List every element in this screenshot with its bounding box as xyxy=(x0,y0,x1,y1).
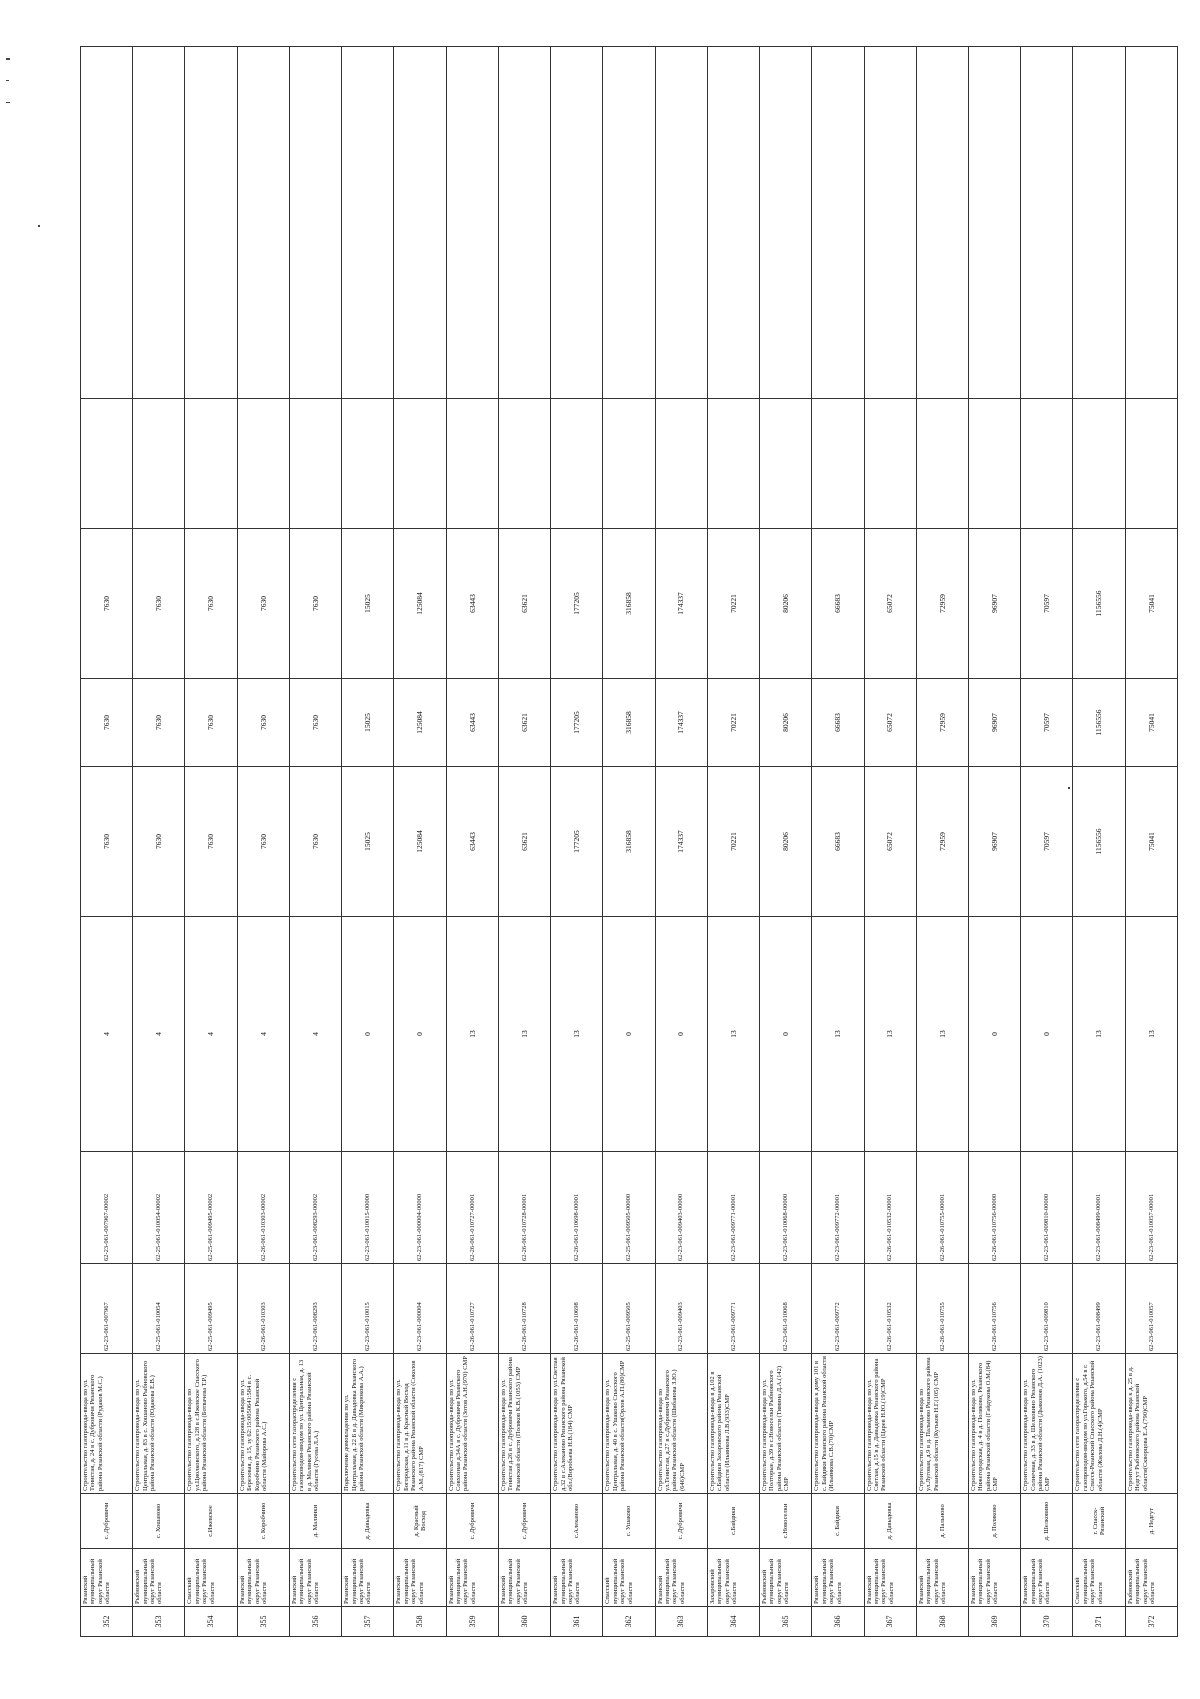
value-cell: 174337 xyxy=(655,679,707,767)
value-cell xyxy=(968,399,1020,529)
object-code-cell: 62-23-061-008293-00002 xyxy=(289,1152,341,1264)
value-cell: 177205 xyxy=(551,529,603,679)
category-cell: 13 xyxy=(707,917,759,1152)
data-table xyxy=(80,46,1178,1637)
cadastral-cell: 62-23-061-009772 xyxy=(812,1264,864,1354)
object-cell: Строительство сети газораспределения с газопроводом-вводом по ул. Центральная, д. 13 в д. Малинки Рязанского района Рязанской области (Гусева Л.А.) xyxy=(289,1354,341,1494)
value-cell: 63621 xyxy=(498,679,550,767)
object-code-cell: 62-23-061-010057-00001 xyxy=(1125,1152,1177,1264)
row-number: 368 xyxy=(916,1607,968,1637)
value-cell xyxy=(916,47,968,399)
object-code-cell: 62-23-061-008499-00001 xyxy=(1073,1152,1125,1264)
settlement-cell: д. Давыдовка xyxy=(864,1494,916,1549)
row-number: 365 xyxy=(760,1607,812,1637)
category-cell: 13 xyxy=(551,917,603,1152)
district-cell: Рязанский муниципальный округ Рязанской области xyxy=(446,1549,498,1607)
value-cell: 70221 xyxy=(707,679,759,767)
cadastral-cell: 62-23-061-009403 xyxy=(655,1264,707,1354)
row-number: 372 xyxy=(1125,1607,1177,1637)
category-cell: 4 xyxy=(81,917,133,1152)
table-row xyxy=(237,47,289,1637)
table-body xyxy=(81,47,1178,1637)
value-cell: 80206 xyxy=(760,767,812,917)
value-cell xyxy=(185,47,237,399)
row-number: 354 xyxy=(185,1607,237,1637)
object-code-cell: 62-26-061-010698-00001 xyxy=(551,1152,603,1264)
category-cell: 4 xyxy=(289,917,341,1152)
settlement-cell: с. Дубровичи xyxy=(655,1494,707,1549)
category-cell: 13 xyxy=(864,917,916,1152)
value-cell xyxy=(446,399,498,529)
district-cell: Рязанский муниципальный округ Рязанской области xyxy=(812,1549,864,1607)
rotated-table-wrapper xyxy=(80,47,1178,1637)
value-cell: 7630 xyxy=(81,767,133,917)
cadastral-cell: 62-25-061-010054 xyxy=(133,1264,185,1354)
value-cell: 125084 xyxy=(394,529,446,679)
row-number: 366 xyxy=(812,1607,864,1637)
scan-mark xyxy=(6,58,10,60)
table-row xyxy=(185,47,237,1637)
value-cell: 75041 xyxy=(1125,679,1177,767)
cadastral-cell: 62-26-061-010755 xyxy=(916,1264,968,1354)
district-cell: Рязанский муниципальный округ Рязанской области xyxy=(289,1549,341,1607)
value-cell xyxy=(1073,399,1125,529)
value-cell: 80206 xyxy=(760,679,812,767)
settlement-cell: с. Байдики xyxy=(812,1494,864,1549)
value-cell: 63443 xyxy=(446,679,498,767)
settlement-cell: с. Дубровичи xyxy=(446,1494,498,1549)
cadastral-cell: 62-26-061-010756 xyxy=(968,1264,1020,1354)
object-code-cell: 62-26-061-010755-00001 xyxy=(916,1152,968,1264)
object-code-cell: 62-26-061-010532-00001 xyxy=(864,1152,916,1264)
value-cell: 72959 xyxy=(916,529,968,679)
table-row xyxy=(916,47,968,1637)
district-cell: Рыбновский муниципальный округ Рязанской области xyxy=(133,1549,185,1607)
value-cell: 63443 xyxy=(446,767,498,917)
value-cell xyxy=(394,47,446,399)
value-cell xyxy=(1073,47,1125,399)
value-cell xyxy=(342,47,394,399)
settlement-cell: д. Недгут xyxy=(1125,1494,1177,1549)
category-cell: 13 xyxy=(916,917,968,1152)
object-cell: Строительство газопровода-ввода по ул.Светлая д.32 в с.Алеканово Рязанского района Рязанской обл.(Воробьева Н.В.(184) СМР xyxy=(551,1354,603,1494)
object-code-cell: 62-25-061-009495-00002 xyxy=(185,1152,237,1264)
object-code-cell: 62-26-061-010728-00001 xyxy=(498,1152,550,1264)
table-row xyxy=(1021,47,1073,1637)
value-cell: 75041 xyxy=(1125,767,1177,917)
table-row xyxy=(760,47,812,1637)
value-cell: 7630 xyxy=(81,529,133,679)
category-cell: 13 xyxy=(812,917,864,1152)
value-cell: 316858 xyxy=(603,529,655,679)
category-cell: 0 xyxy=(394,917,446,1152)
value-cell: 1156556 xyxy=(1073,529,1125,679)
value-cell xyxy=(655,47,707,399)
object-cell: Строительство газопровода-ввода по ул. Тенистая, д. 24 в с. Дубровичи Рязанского района Рязанской области (Рудаков М.С.) xyxy=(81,1354,133,1494)
category-cell: 13 xyxy=(1125,917,1177,1152)
value-cell xyxy=(237,47,289,399)
object-code-cell: 62-23-061-000004-00000 xyxy=(394,1152,446,1264)
value-cell: 70221 xyxy=(707,529,759,679)
value-cell: 177205 xyxy=(551,679,603,767)
district-cell: Рязанский муниципальный округ Рязанской области xyxy=(551,1549,603,1607)
table-row xyxy=(968,47,1020,1637)
row-number: 352 xyxy=(81,1607,133,1637)
object-code-cell: 62-23-061-010068-00000 xyxy=(760,1152,812,1264)
object-code-cell: 62-26-061-010303-00002 xyxy=(237,1152,289,1264)
object-cell: Строительство газопровода-ввода по ул. Полторые, д.39 в с.Новоселки Рыбновского района Рязанской области (Тимина Д.А.(142) СМР xyxy=(760,1354,812,1494)
value-cell xyxy=(760,47,812,399)
value-cell: 7630 xyxy=(237,529,289,679)
value-cell: 96907 xyxy=(968,767,1020,917)
value-cell xyxy=(498,399,550,529)
district-cell: Рыбновский муниципальный округ Рязанской области xyxy=(1125,1549,1177,1607)
row-number: 360 xyxy=(498,1607,550,1637)
row-number: 362 xyxy=(603,1607,655,1637)
value-cell: 15025 xyxy=(342,529,394,679)
object-cell: Строительство газопровода-ввода по ул. Центральная, д. 83 в с. Хошаново Рыбновского района Рязанской области (Юдакова Е.В.) xyxy=(133,1354,185,1494)
value-cell xyxy=(655,399,707,529)
value-cell xyxy=(133,47,185,399)
category-cell: 0 xyxy=(968,917,1020,1152)
settlement-cell: д. Пальново xyxy=(916,1494,968,1549)
value-cell xyxy=(551,399,603,529)
value-cell: 174337 xyxy=(655,529,707,679)
value-cell xyxy=(133,399,185,529)
row-number: 355 xyxy=(237,1607,289,1637)
value-cell: 96907 xyxy=(968,529,1020,679)
object-code-cell: 62-23-061-009772-00001 xyxy=(812,1152,864,1264)
table-row xyxy=(707,47,759,1637)
object-cell: Строительство газопровода-ввода по ул. Тенистая д.26 в с. Дубровичи Рязанского района Рязанской области (Поляков К.В.(1053) СМР xyxy=(498,1354,550,1494)
row-number: 357 xyxy=(342,1607,394,1637)
value-cell xyxy=(864,399,916,529)
value-cell: 72959 xyxy=(916,679,968,767)
cadastral-cell: 62-23-061-010015 xyxy=(342,1264,394,1354)
object-code-cell: 62-25-061-009505-00000 xyxy=(603,1152,655,1264)
category-cell: 0 xyxy=(760,917,812,1152)
row-number: 369 xyxy=(968,1607,1020,1637)
cadastral-cell: 62-23-061-007967 xyxy=(81,1264,133,1354)
value-cell xyxy=(968,47,1020,399)
value-cell xyxy=(551,47,603,399)
value-cell xyxy=(707,47,759,399)
settlement-cell: с.Новоселки xyxy=(760,1494,812,1549)
cadastral-cell: 62-26-061-010727 xyxy=(446,1264,498,1354)
value-cell: 1156556 xyxy=(1073,767,1125,917)
value-cell xyxy=(1021,399,1073,529)
category-cell: 4 xyxy=(237,917,289,1152)
table-row xyxy=(864,47,916,1637)
settlement-cell: с.Байдики xyxy=(707,1494,759,1549)
value-cell: 72959 xyxy=(916,767,968,917)
value-cell: 7630 xyxy=(133,529,185,679)
settlement-cell: с.Ижевское xyxy=(185,1494,237,1549)
value-cell xyxy=(342,399,394,529)
object-cell: Строительство газопровода-ввода по ул.Луговая, д.9 в д. Пальново Рязанского района Рязанской области (Кутьков Н.Г.(105) СМР xyxy=(916,1354,968,1494)
value-cell: 75041 xyxy=(1125,529,1177,679)
object-code-cell: 62-23-061-009810-00000 xyxy=(1021,1152,1073,1264)
object-cell: Строительство газопровода-ввода по ул.Циолковского, д.128 в с.Ижевское Спасского района Рязанской области (Ботвачева Т.Р.) xyxy=(185,1354,237,1494)
value-cell xyxy=(446,47,498,399)
value-cell: 7630 xyxy=(185,767,237,917)
object-cell: Строительство газопровода-ввода к д. 25 в д. Недгут Рыбновского района Рязанской области(Скворцова Е.А.(790)СМР xyxy=(1125,1354,1177,1494)
category-cell: 0 xyxy=(1021,917,1073,1152)
cadastral-cell: 62-23-061-000004 xyxy=(394,1264,446,1354)
row-number: 363 xyxy=(655,1607,707,1637)
district-cell: Рязанский муниципальный округ Рязанской области xyxy=(916,1549,968,1607)
district-cell: Рязанский муниципальный округ Рязанской области xyxy=(1021,1549,1073,1607)
value-cell: 65072 xyxy=(864,767,916,917)
row-number: 367 xyxy=(864,1607,916,1637)
object-cell: Строительство газопровода-ввода по ул.Тенистая, д.27 в с.Дубровичи Рязанского района Рязанской области (Шибанова З.Ю.)(646)СМР xyxy=(655,1354,707,1494)
value-cell: 66683 xyxy=(812,679,864,767)
table-row xyxy=(394,47,446,1637)
district-cell: Спасский муниципальный округ Рязанской области xyxy=(185,1549,237,1607)
scan-mark xyxy=(6,80,9,81)
table-row xyxy=(551,47,603,1637)
settlement-cell: с. Коробчино xyxy=(237,1494,289,1549)
value-cell: 125084 xyxy=(394,679,446,767)
value-cell: 316858 xyxy=(603,767,655,917)
cadastral-cell: 62-25-061-009495 xyxy=(185,1264,237,1354)
settlement-cell: г. Спасск-Рязанский xyxy=(1073,1494,1125,1549)
category-cell: 13 xyxy=(498,917,550,1152)
value-cell: 1156556 xyxy=(1073,679,1125,767)
value-cell: 7630 xyxy=(289,767,341,917)
value-cell: 316858 xyxy=(603,679,655,767)
settlement-cell: д. Малинки xyxy=(289,1494,341,1549)
row-number: 361 xyxy=(551,1607,603,1637)
value-cell xyxy=(498,47,550,399)
table-row xyxy=(812,47,864,1637)
cadastral-cell: 62-23-061-009771 xyxy=(707,1264,759,1354)
cadastral-cell: 62-25-061-009505 xyxy=(603,1264,655,1354)
value-cell xyxy=(864,47,916,399)
value-cell xyxy=(603,47,655,399)
object-cell: Строительство газопровода-ввода по ул. Богородская, д.11 в д. Красный Восход Рязанского района Рязанской области (Соколов А.М.,(817) СМР xyxy=(394,1354,446,1494)
table-row xyxy=(289,47,341,1637)
object-code-cell: 62-25-061-010054-00002 xyxy=(133,1152,185,1264)
table-row xyxy=(446,47,498,1637)
row-number: 370 xyxy=(1021,1607,1073,1637)
value-cell: 70597 xyxy=(1021,529,1073,679)
cadastral-cell: 62-26-061-010532 xyxy=(864,1264,916,1354)
value-cell: 65072 xyxy=(864,679,916,767)
table-row xyxy=(1073,47,1125,1637)
value-cell: 66683 xyxy=(812,767,864,917)
value-cell xyxy=(1021,47,1073,399)
cadastral-cell: 62-26-061-010728 xyxy=(498,1264,550,1354)
cadastral-cell: 62-26-061-010303 xyxy=(237,1264,289,1354)
district-cell: Спасский муниципальный округ Рязанской области xyxy=(603,1549,655,1607)
value-cell: 7630 xyxy=(185,679,237,767)
row-number: 371 xyxy=(1073,1607,1125,1637)
value-cell: 174337 xyxy=(655,767,707,917)
value-cell: 66683 xyxy=(812,529,864,679)
object-code-cell: 62-23-061-007967-00002 xyxy=(81,1152,133,1264)
object-code-cell: 62-26-061-010727-00001 xyxy=(446,1152,498,1264)
settlement-cell: с. Дубровичи xyxy=(498,1494,550,1549)
district-cell: Рязанский муниципальный округ Рязанской области xyxy=(394,1549,446,1607)
row-number: 359 xyxy=(446,1607,498,1637)
cadastral-cell: 62-23-061-010068 xyxy=(760,1264,812,1354)
value-cell xyxy=(760,399,812,529)
object-cell: Строительство газопровода-ввода в д.102 в с.Байдики Захаровского района Рязанской области (Ильинкова Л.В.(933)СМР xyxy=(707,1354,759,1494)
object-cell: Подключение домовладения по ул. Центральная, д. 22 Б в д. Давыдовка Рязанского района Рязанской области (Микрюкова А.А.) xyxy=(342,1354,394,1494)
table-row xyxy=(342,47,394,1637)
district-cell: Рязанский муниципальный округ Рязанской области xyxy=(655,1549,707,1607)
district-cell: Рыбновский муниципальный округ Рязанской области xyxy=(760,1549,812,1607)
value-cell: 7630 xyxy=(289,679,341,767)
settlement-cell: д. Шелковино xyxy=(1021,1494,1073,1549)
value-cell: 7630 xyxy=(237,767,289,917)
value-cell: 15025 xyxy=(342,679,394,767)
settlement-cell: д. Давыдовка xyxy=(342,1494,394,1549)
value-cell: 63443 xyxy=(446,529,498,679)
value-cell: 70597 xyxy=(1021,767,1073,917)
district-cell: Захаровский муниципальный округ Рязанской области xyxy=(707,1549,759,1607)
value-cell: 7630 xyxy=(185,529,237,679)
settlement-cell: с. Хошаново xyxy=(133,1494,185,1549)
row-number: 356 xyxy=(289,1607,341,1637)
object-cell: Строительство газопровода-ввода по ул. Совхозная д.34А в с. Дубровичи Рязанского района Рязанской области (Зотов А.Н.(970) СМР xyxy=(446,1354,498,1494)
category-cell: 13 xyxy=(446,917,498,1152)
value-cell xyxy=(81,47,133,399)
object-cell: Строительство газопровода-ввода по ул. Центральная, д. 40 в с. Ушаково Спасского района Рязанской области(Орлов А.П.(80)СМР xyxy=(603,1354,655,1494)
value-cell xyxy=(81,399,133,529)
category-cell: 4 xyxy=(185,917,237,1152)
row-number: 353 xyxy=(133,1607,185,1637)
settlement-cell: д. Красный Восход xyxy=(394,1494,446,1549)
settlement-cell: с.Алеканово xyxy=(551,1494,603,1549)
cadastral-cell: 62-23-061-009810 xyxy=(1021,1264,1073,1354)
object-cell: Строительство газопровода-ввода по ул. Березовая, д. 15, зу 62:15:0050641:584 в с. Коробчино Рязанского района Рязанской области (Майорова А.С.) xyxy=(237,1354,289,1494)
value-cell xyxy=(603,399,655,529)
value-cell: 70221 xyxy=(707,767,759,917)
value-cell: 7630 xyxy=(289,529,341,679)
value-cell xyxy=(916,399,968,529)
district-cell: Рязанский муниципальный округ Рязанской области xyxy=(968,1549,1020,1607)
object-cell: Строительство сети газораспределения с газопроводом-вводом по ул.Горького, д.54 в г. Спасск-Рязанский Спасского района Рязанской области (Жилова Д.Н.(4)СМР xyxy=(1073,1354,1125,1494)
object-cell: Строительство газопровода-ввода по ул. Светлая, д.15 в д. Давыдовка Рязанского района Рязанской области (Царев Н.Ю.(19)СМР xyxy=(864,1354,916,1494)
district-cell: Рязанский муниципальный округ Рязанской области xyxy=(342,1549,394,1607)
value-cell: 63621 xyxy=(498,529,550,679)
value-cell: 63621 xyxy=(498,767,550,917)
value-cell xyxy=(185,399,237,529)
category-cell: 0 xyxy=(603,917,655,1152)
value-cell: 125084 xyxy=(394,767,446,917)
district-cell: Рязанский муниципальный округ Рязанской области xyxy=(498,1549,550,1607)
object-code-cell: 62-23-061-009403-00000 xyxy=(655,1152,707,1264)
object-code-cell: 62-23-061-009771-00001 xyxy=(707,1152,759,1264)
value-cell xyxy=(394,399,446,529)
category-cell: 13 xyxy=(1073,917,1125,1152)
district-cell: Рязанский муниципальный округ Рязанской области xyxy=(81,1549,133,1607)
value-cell xyxy=(289,47,341,399)
table-row xyxy=(133,47,185,1637)
object-code-cell: 62-23-061-010015-00000 xyxy=(342,1152,394,1264)
value-cell: 177205 xyxy=(551,767,603,917)
value-cell xyxy=(289,399,341,529)
category-cell: 4 xyxy=(133,917,185,1152)
scan-mark xyxy=(6,102,10,103)
object-cell: Строительство газопровода-ввода к дому 101 в с. Байдики Рязанского района Рязанской области (Ильинкова С.В.(70)СМР xyxy=(812,1354,864,1494)
value-cell xyxy=(1125,47,1177,399)
district-cell: Рязанский муниципальный округ Рязанской области xyxy=(864,1549,916,1607)
table-row xyxy=(498,47,550,1637)
object-cell: Строительство газопровода-ввода по ул. Нижегородская, д. 4 в д. Поляково, Рязанского района Рязанской области (Гайдукова О.М.(84) СМР xyxy=(968,1354,1020,1494)
table-row xyxy=(81,47,133,1637)
scan-mark xyxy=(38,225,40,227)
value-cell xyxy=(707,399,759,529)
settlement-cell: с. Ушаково xyxy=(603,1494,655,1549)
value-cell: 70597 xyxy=(1021,679,1073,767)
category-cell: 0 xyxy=(342,917,394,1152)
cadastral-cell: 62-26-061-010698 xyxy=(551,1264,603,1354)
settlement-cell: с. Дубровичи xyxy=(81,1494,133,1549)
table-row xyxy=(655,47,707,1637)
table-row xyxy=(1125,47,1177,1637)
district-cell: Рязанский муниципальный округ Рязанской области xyxy=(237,1549,289,1607)
value-cell: 7630 xyxy=(237,679,289,767)
cadastral-cell: 62-23-061-010057 xyxy=(1125,1264,1177,1354)
value-cell: 80206 xyxy=(760,529,812,679)
value-cell: 65072 xyxy=(864,529,916,679)
value-cell xyxy=(812,399,864,529)
row-number: 358 xyxy=(394,1607,446,1637)
value-cell xyxy=(812,47,864,399)
value-cell: 7630 xyxy=(133,679,185,767)
settlement-cell: д. Поляково xyxy=(968,1494,1020,1549)
table-row xyxy=(603,47,655,1637)
object-code-cell: 62-26-061-010756-00000 xyxy=(968,1152,1020,1264)
value-cell: 15025 xyxy=(342,767,394,917)
row-number: 364 xyxy=(707,1607,759,1637)
value-cell: 96907 xyxy=(968,679,1020,767)
object-cell: Строительство газопровода-ввода по ул. Солнечная, д. 33 в д. Шелковино Рязанского района Рязанской области (Дьяконов Д.А. (1023) СМР xyxy=(1021,1354,1073,1494)
cadastral-cell: 62-23-061-008499 xyxy=(1073,1264,1125,1354)
value-cell: 7630 xyxy=(133,767,185,917)
value-cell xyxy=(237,399,289,529)
value-cell: 7630 xyxy=(81,679,133,767)
cadastral-cell: 62-23-061-008293 xyxy=(289,1264,341,1354)
value-cell xyxy=(1125,399,1177,529)
district-cell: Спасский муниципальный округ Рязанской области xyxy=(1073,1549,1125,1607)
category-cell: 0 xyxy=(655,917,707,1152)
